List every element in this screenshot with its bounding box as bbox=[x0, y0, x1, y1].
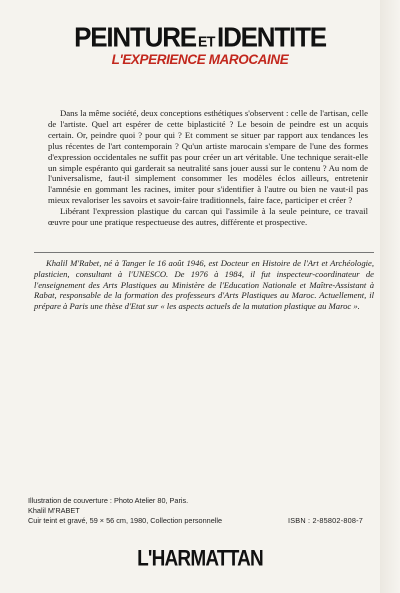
author-bio-text: Khalil M'Rabet, né à Tanger le 16 août 1946, est Docteur en Histoire de l'Art et Archéologie, plasticien, consultant à l'UNESCO. De 1976 à 1984, il fut inspecteur-coordinateur de l'enseignement des Arts Plastiques au Ministère de l'Education Nationale et Maître-Assistant à Rabat, responsable de la formation des professeurs d'Arts Plastiques au Maroc. Actuellement, il prépare à Paris une thèse d'Etat sur « les aspects actuels de la mutation plastique au Maroc ». bbox=[34, 258, 374, 312]
title-word-et: ET bbox=[197, 32, 216, 50]
title-word-identite: IDENTITE bbox=[217, 20, 326, 54]
divider bbox=[34, 252, 374, 253]
isbn: ISBN : 2-85802-808-7 bbox=[288, 516, 363, 525]
book-title bbox=[0, 20, 400, 55]
blurb bbox=[48, 108, 368, 228]
blurb-paragraph: Dans la même société, deux conceptions esthétiques s'observent : celle de l'artisan, celle de l'artiste. Quel art espérer de cette biplasticité ? Le besoin de peindre est un acquis certain. Or, peindre quoi ? pour qui ? Et comment se situer par rapport aux tendances les plus récentes de l'art contemporain ? Qu'un artiste marocain s'empare de l'une des formes d'expression occidentales ne suffit pas pour créer un art véritable. Une technique serait-elle un simple espéranto qui garderait sa neutralité sans jouer aussi sur le contenu ? Au nom de l'universalisme, faut-il simplement consommer les modèles éclos ailleurs, entretenir l'amnésie en gommant les racines, imiter pour s'identifier à l'autre ou bien ne vaut-il pas mieux revaloriser les savoirs et savoir-faire traditionnels, faire face, participer et créer ? bbox=[48, 108, 368, 206]
cover-credits bbox=[28, 496, 258, 526]
credit-line: Cuir teint et gravé, 59 × 56 cm, 1980, Collection personnelle bbox=[28, 516, 223, 525]
blurb-paragraph: Libérant l'expression plastique du carcan qui l'assimile à la seule peinture, ce travail œuvre pour une pratique respectueuse des autres, différente et prospective. bbox=[48, 206, 368, 228]
publisher-logo: L'HARMATTAN bbox=[137, 547, 263, 572]
credit-line: Illustration de couverture : Photo Atelier 80, Paris. bbox=[28, 496, 189, 505]
cover-edge bbox=[380, 0, 400, 593]
book-subtitle: L'EXPERIENCE MAROCAINE bbox=[111, 52, 289, 67]
credit-line: Khalil M'RABET bbox=[28, 506, 80, 515]
author-bio bbox=[34, 258, 374, 312]
title-word-peinture: PEINTURE bbox=[74, 20, 196, 54]
